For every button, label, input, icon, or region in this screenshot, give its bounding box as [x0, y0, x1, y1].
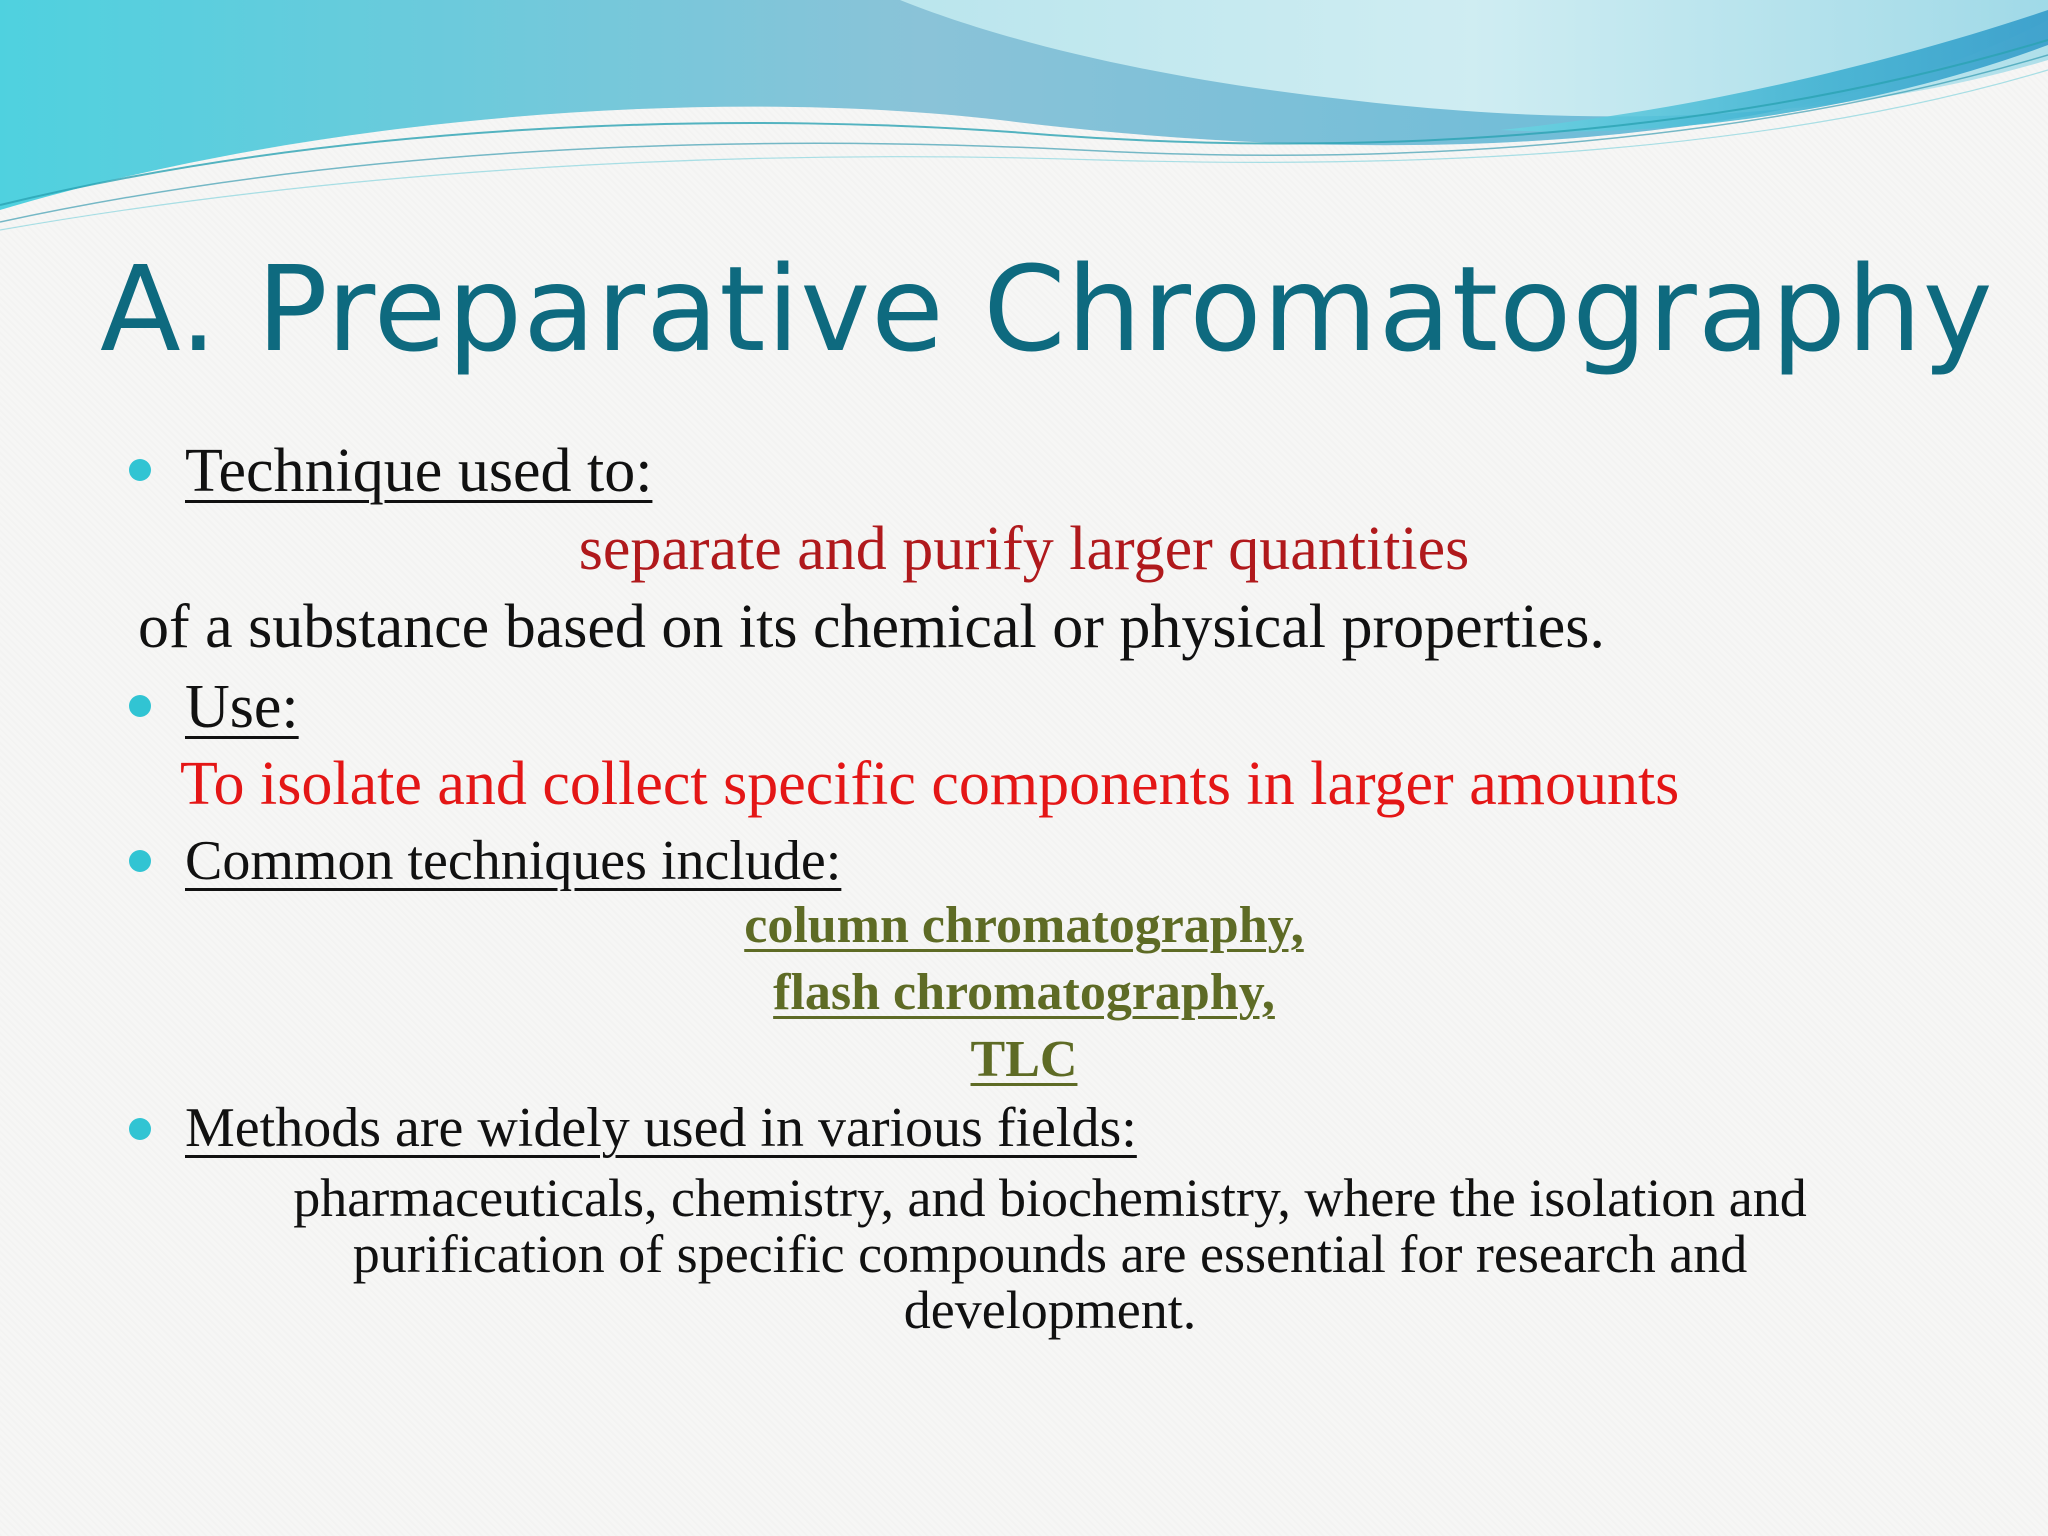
technique-highlight: separate and purify larger quantities — [578, 515, 1470, 583]
section-heading-methods: Methods are widely used in various fields: — [185, 1097, 1137, 1159]
technique-item-column: column chromatography, — [744, 897, 1304, 954]
fields-paragraph-line: pharmaceuticals, chemistry, and biochemistry, where the isolation and — [293, 1168, 1807, 1228]
technique-continuation: of a substance based on its chemical or physical properties. — [138, 593, 1605, 661]
fields-paragraph-line: purification of specific compounds are essential for research and — [352, 1224, 1748, 1284]
fields-paragraph — [150, 1170, 1950, 1338]
use-highlight: To isolate and collect specific components in larger amounts — [180, 750, 1680, 818]
bullet-dot-icon — [129, 459, 151, 481]
bullet-dot-icon — [129, 850, 151, 872]
section-heading-technique: Technique used to: — [185, 437, 653, 505]
header-wave-decoration — [0, 0, 2048, 240]
technique-item-tlc: TLC — [970, 1031, 1078, 1088]
slide-title: A. Preparative Chromatography — [100, 240, 1994, 378]
bullet-dot-icon — [129, 1118, 151, 1140]
technique-item-flash: flash chromatography, — [773, 964, 1275, 1021]
section-heading-common-techniques: Common techniques include: — [185, 830, 842, 892]
fields-paragraph-line: development. — [903, 1280, 1197, 1340]
bullet-dot-icon — [129, 695, 151, 717]
section-heading-use: Use: — [185, 673, 299, 741]
